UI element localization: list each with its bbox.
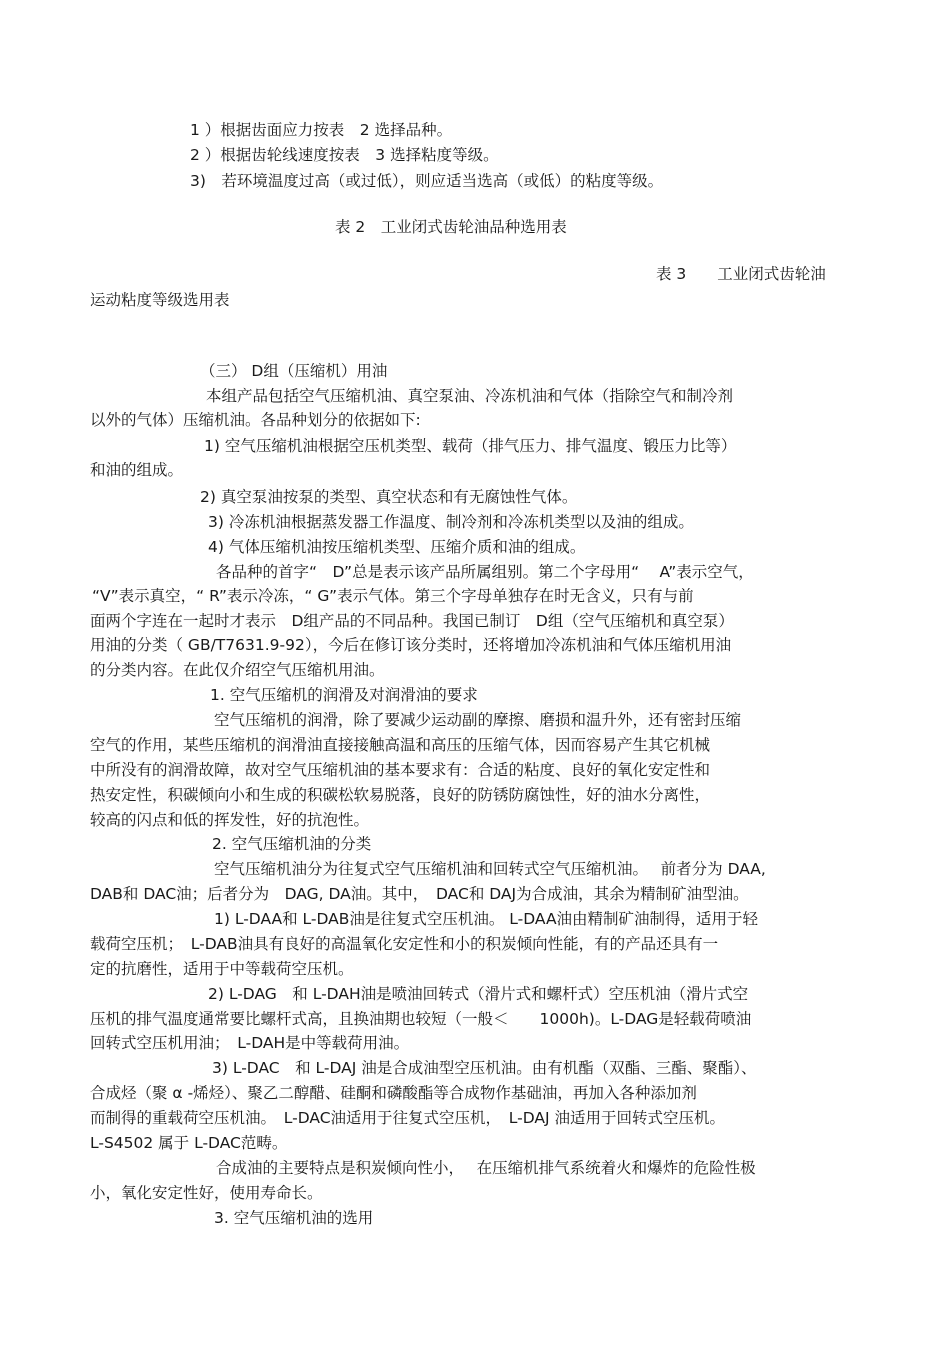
text-line: 4) 气体压缩机油按压缩机类型、压缩介质和油的组成。 [208,538,586,556]
text-line: 本组产品包括空气压缩机油、真空泵油、冷冻机油和气体（指除空气和制冷剂 [206,387,734,405]
text-line: 合成油的主要特点是积炭倾向性小， 在压缩机排气系统着火和爆炸的危险性极 [216,1159,756,1177]
text-line: 的分类内容。在此仅介绍空气压缩机用油。 [90,661,385,679]
table-3-caption-cont: 运动粘度等级选用表 [90,291,230,309]
text-line: 定的抗磨性，适用于中等载荷空压机。 [90,960,354,978]
text-line: 各品种的首字“ D”总是表示该产品所属组别。第二个字母用“ A”表示空气， [216,563,754,581]
table-3-caption: 表 3 工业闭式齿轮油 [656,265,826,283]
text-line: 压机的排气温度通常要比螺杆式高，且换油期也较短（一般＜ 1000h)。L-DAG是轻载荷喷油 [90,1010,752,1028]
text-line: 小，氧化安定性好，使用寿命长。 [90,1184,323,1202]
text-line: 3) 若环境温度过高（或过低），则应适当选高（或低）的粘度等级。 [190,172,664,190]
text-line: 1) L-DAA和 L-DAB油是往复式空压机油。 L-DAA油由精制矿油制得，适用于轻 [214,910,759,928]
text-line: 用油的分类（ GB/T7631.9-92），今后在修订该分类时，还将增加冷冻机油和气体压缩机用油 [90,636,732,654]
text-line: 热安定性，积碳倾向小和生成的积碳松软易脱落，良好的防锈防腐蚀性，好的油水分离性， [90,786,711,804]
text-line: 和油的组成。 [90,461,184,479]
text-line: 较高的闪点和低的挥发性，好的抗泡性。 [90,811,370,829]
text-line: “V”表示真空，“ R”表示冷冻，“ G”表示气体。第三个字母单独存在时无含义，只有与前 [92,587,694,605]
text-line: 1 ）根据齿面应力按表 2 选择品种。 [190,121,453,139]
text-line: DAB和 DAC油；后者分为 DAG, DA油。其中， DAC和 DAJ为合成油，其余为精制矿油型油。 [90,885,749,903]
text-line: 空气压缩机的润滑，除了要减少运动副的摩擦、磨损和温升外，还有密封压缩 [214,711,742,729]
text-line: 空气的作用，某些压缩机的润滑油直接接触高温和高压的压缩气体，因而容易产生其它机械 [90,736,711,754]
text-line: 而制得的重载荷空压机油。 L-DAC油适用于往复式空压机， L-DAJ 油适用于回转式空压机。 [90,1109,725,1127]
text-line: 合成烃（聚 α -烯烃）、聚乙二醇醋、硅酮和磷酸酯等合成物作基础油，再加入各种添加剂 [90,1084,697,1102]
text-line: 2) L-DAG 和 L-DAH油是喷油回转式（滑片式和螺杆式）空压机油（滑片式空 [208,985,749,1003]
text-line: 2) 真空泵油按泵的类型、真空状态和有无腐蚀性气体。 [200,488,578,506]
text-line: 3) 冷冻机油根据蒸发器工作温度、制冷剂和冷冻机类型以及油的组成。 [208,513,694,531]
subsection-heading: 3. 空气压缩机油的选用 [214,1209,374,1227]
text-line: 以外的气体）压缩机油。各品种划分的依据如下: [90,411,421,429]
text-line: 3) L-DAC 和 L-DAJ 油是合成油型空压机油。由有机酯（双酯、三酯、聚酯）、 [212,1059,757,1077]
text-line: 空气压缩机油分为往复式空气压缩机油和回转式空气压缩机油。 前者分为 DAA, [214,860,766,878]
text-line: 1) 空气压缩机油根据空压机类型、载荷（排气压力、排气温度、锻压力比等） [204,437,737,455]
text-line: 中所没有的润滑故障，故对空气压缩机油的基本要求有：合适的粘度、良好的氧化安定性和 [90,761,711,779]
text-line: L-S4502 属于 L-DAC范畴。 [90,1134,288,1152]
subsection-heading: 1. 空气压缩机的润滑及对润滑油的要求 [210,686,478,704]
subsection-heading: 2. 空气压缩机油的分类 [212,835,372,853]
text-line: 回转式空压机用油； L-DAH是中等载荷用油。 [90,1034,410,1052]
section-heading: （三） D组（压缩机）用油 [200,362,388,380]
text-line: 面两个字连在一起时才表示 D组产品的不同品种。我国已制订 D组（空气压缩机和真空泵） [90,612,734,630]
text-line: 2 ）根据齿轮线速度按表 3 选择粘度等级。 [190,146,499,164]
text-line: 载荷空压机； L-DAB油具有良好的高温氧化安定性和小的积炭倾向性能，有的产品还具有一 [90,935,719,953]
table-2-caption: 表 2 工业闭式齿轮油品种选用表 [335,218,567,236]
